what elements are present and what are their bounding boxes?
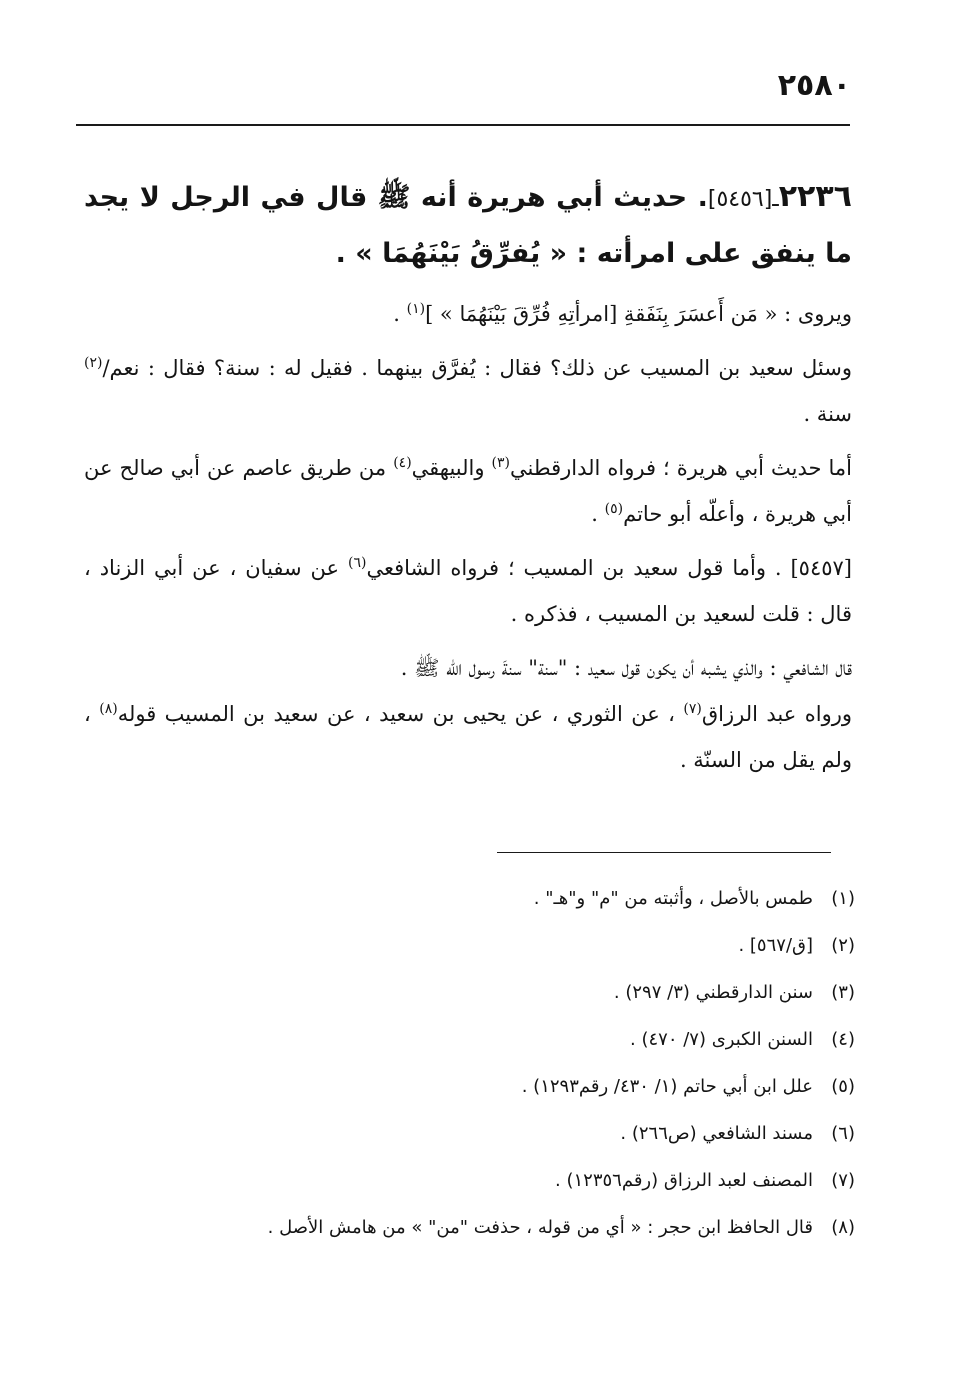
paragraph-text: سنة . [803, 402, 852, 426]
footnote-ref: (٦) [348, 555, 367, 571]
footnote-ref: (٨) [99, 701, 118, 717]
footnote-text: المصنف لعبد الرزاق (رقم١٢٣٥٦) . [555, 1170, 813, 1191]
paragraph-text: ، عن الثوري ، عن يحيى بن سعيد ، عن سعيد بن المسيب قوله [117, 702, 684, 726]
footnote-ref: (٧) [683, 701, 702, 717]
footnote-text: [ق/٥٦٧] . [738, 935, 813, 956]
footnote-number: (٦) [831, 1123, 855, 1144]
footnote-item [155, 1021, 855, 1068]
hadith-number: ٢٢٣٦ [778, 179, 852, 214]
footnote-ref: (٥) [604, 501, 624, 517]
paragraph-text: عن سفيان ، عن أبي الزناد ، قال : قلت لسعيد بن المسيب ، فذكره . [84, 556, 852, 626]
paragraph-text: والبيهقي [411, 456, 492, 480]
paragraph-text: ويروى : « مَن أَعسَرَ بِنَفَقةِ [امرأتِهِ فُرِّقَ بَيْنَهُمَا » ] [425, 302, 852, 326]
main-text [84, 170, 852, 791]
paragraph-text: وسئل سعيد بن المسيب عن ذلك؟ فقال : يُفرَّق بينهما . فقيل له : سنة؟ فقال : نعم/ [102, 356, 852, 380]
footnote-ref: (٢) [84, 355, 103, 371]
footnote-ref: (٣) [491, 455, 511, 471]
footnote-number: (٢) [831, 935, 855, 956]
paragraph-shafii-comment [84, 645, 852, 691]
page-number: ٢٥٨٠ [777, 68, 851, 103]
footnote-text: سنن الدارقطني (٣/ ٢٩٧) . [613, 982, 813, 1003]
header-divider [76, 124, 850, 126]
paragraph-text: ورواه عبد الرزاق [701, 702, 852, 726]
footnote-item [155, 1209, 855, 1256]
paragraph-riwaya [84, 291, 852, 337]
footnote-number: (٨) [831, 1217, 855, 1238]
footnote-item [155, 1115, 855, 1162]
footnote-item [155, 974, 855, 1021]
paragraph-shafii-riwaya [84, 545, 852, 637]
footnotes [155, 880, 855, 1256]
footnote-text: طمس بالأصل ، وأثبته من "م" و"هـ" . [533, 888, 813, 909]
paragraph-text: أما حديث أبي هريرة ؛ فرواه الدارقطني [510, 456, 852, 480]
footnote-number: (٧) [831, 1170, 855, 1191]
footnote-text: مسند الشافعي (ص٢٦٦) . [620, 1123, 813, 1144]
footnote-number: (٤) [831, 1029, 855, 1050]
hadith-title-text: . حديث أبي هريرة أنه ﷺ قال في الرجل لا يجد ما ينفق على امرأته : « يُفرِّقُ بَيْنَهُمَا » . [84, 182, 852, 269]
footnote-number: (٥) [831, 1076, 855, 1097]
paragraph-text: . [393, 302, 407, 326]
paragraph-saeed-question [84, 345, 852, 437]
paragraph-text: . [591, 502, 605, 526]
footnote-item [155, 927, 855, 974]
footnote-item [155, 880, 855, 927]
footnote-text: السنن الكبرى (٧/ ٤٧٠) . [630, 1029, 813, 1050]
footnote-ref: (١) [406, 301, 426, 317]
footnote-item [155, 1068, 855, 1115]
footnote-text: قال الحافظ ابن حجر : « أي من قوله ، حذفت "من" » من هامش الأصل . [267, 1217, 813, 1238]
hadith-reference: ـ[٥٤٥٦] [707, 187, 779, 212]
footnote-ref: (٤) [393, 455, 412, 471]
paragraph-abdurrazzaq [84, 691, 852, 783]
paragraph-text: ، ولم يقل من السنّة . [84, 702, 852, 772]
footnote-number: (٣) [831, 982, 855, 1003]
paragraph-takhrij [84, 445, 852, 537]
footnote-divider [497, 852, 831, 853]
paragraph-text: [٥٤٥٧] . وأما قول سعيد بن المسيب ؛ فرواه الشافعي [366, 556, 852, 580]
footnote-text: علل ابن أبي حاتم (١/ ٤٣٠/ رقم١٢٩٣) . [521, 1076, 813, 1097]
paragraph-text: قال الشافعي : والذي يشبه أن يكون قول سعيد : "سنة" سنةَ رسول الله ﷺ . [400, 656, 852, 680]
paragraph-text: من طريق عاصم عن أبي صالح عن أبي هريرة ، وأعلّه أبو حاتم [84, 456, 852, 526]
hadith-heading [84, 170, 852, 281]
footnote-number: (١) [831, 888, 855, 909]
footnote-item [155, 1162, 855, 1209]
